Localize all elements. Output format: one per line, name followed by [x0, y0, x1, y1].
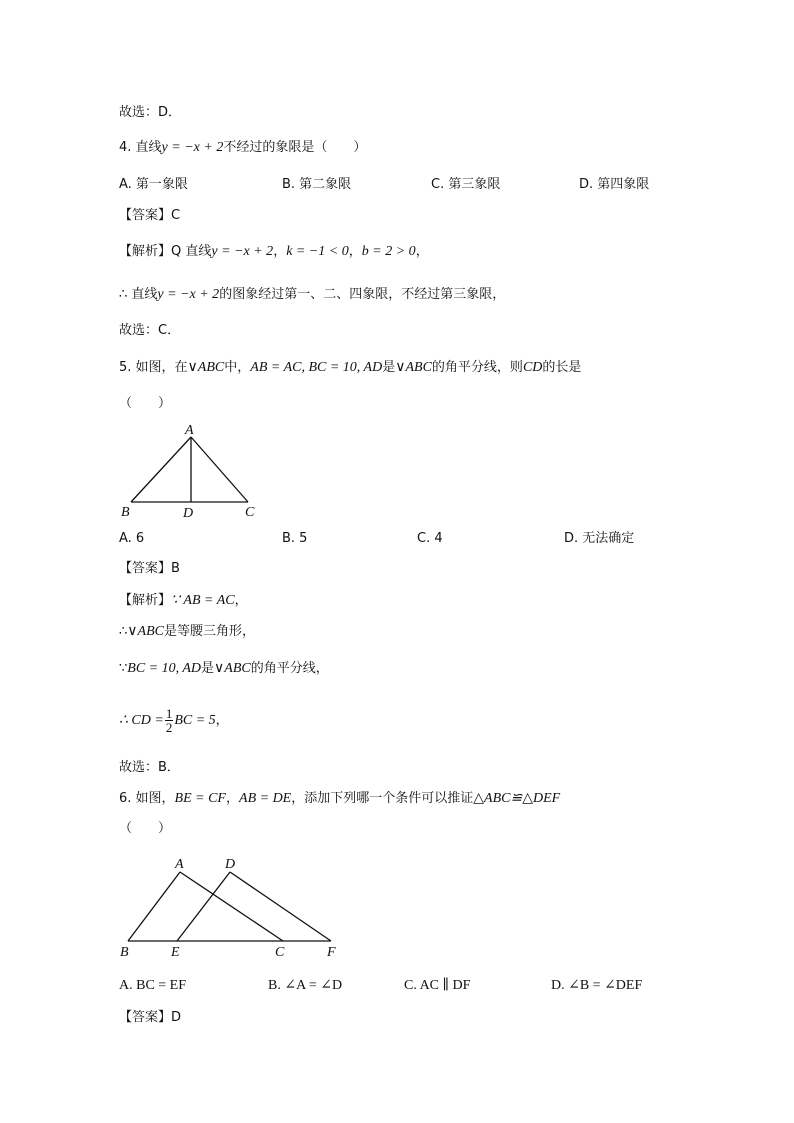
q5-analysis-2: ∴∨ABC是等腰三角形，	[119, 624, 255, 639]
figure-6-two-triangles	[115, 850, 355, 962]
text: 故选：D．	[119, 105, 182, 120]
q6-answer: 【答案】D	[119, 1010, 182, 1025]
q4-pick: 故选：C．	[119, 323, 181, 338]
vertex-label-a: A	[185, 423, 194, 438]
vertex-label-d: D	[225, 857, 236, 872]
figure-5-isosceles-triangle	[115, 418, 275, 524]
q4-answer: 【答案】C	[119, 208, 181, 223]
question-4	[119, 139, 366, 157]
q4-option-a: A. 第一象限	[119, 177, 188, 192]
q5-paren: （ ）	[119, 396, 172, 411]
q5-option-c: C. 4	[417, 531, 443, 546]
q5-option-b: B. 5	[282, 531, 308, 546]
q5-answer: 【答案】B	[119, 561, 180, 576]
q5-pick: 故选：B．	[119, 760, 180, 775]
q4-option-b: B. 第二象限	[282, 177, 352, 192]
q6-paren: （ ）	[119, 821, 172, 836]
q5-option-a: A. 6	[119, 531, 145, 546]
q5-analysis-3: ∵BC = 10, AD是∨ABC的角平分线，	[119, 661, 329, 676]
vertex-label-e: E	[171, 945, 180, 960]
vertex-label-a: A	[175, 857, 184, 872]
q4-option-c: C. 第三象限	[431, 177, 501, 192]
q5-analysis-1: 【解析】∵ AB = AC，	[119, 593, 248, 608]
q6-option-a: A. BC = EF	[119, 978, 187, 993]
question-5: 5. 如图，在∨ABC中，AB = AC, BC = 10, AD是∨ABC的角平分线，则CD的长是	[119, 360, 582, 375]
q6-option-c: C. AC ∥ DF	[404, 978, 471, 993]
question-6: 6. 如图，BE = CF，AB = DE，添加下列哪一个条件可以推证△ABC≌△DEF	[119, 791, 561, 806]
vertex-label-d: D	[183, 506, 194, 521]
q5-analysis-4: ∴ CD = $\frac{1}{2}$ BC = 5，	[119, 706, 229, 735]
fraction-one-half: $\frac{1}{2}$	[165, 706, 173, 735]
vertex-label-f: F	[327, 945, 336, 960]
q6-option-b: B. ∠A = ∠D	[268, 978, 343, 993]
previous-answer-line	[119, 104, 181, 122]
question-number: 4. 直线	[119, 140, 162, 155]
question-text: 不经过的象限是（ ）	[223, 140, 367, 155]
q4-option-d: D. 第四象限	[579, 177, 650, 192]
vertex-label-c: C	[245, 505, 255, 520]
vertex-label-b: B	[121, 505, 130, 520]
vertex-label-c: C	[275, 945, 285, 960]
q4-analysis-1: 【解析】Q 直线y = −x + 2，k = −1 < 0，b = 2 > 0，	[119, 244, 429, 259]
equation: y = −x + 2	[161, 140, 224, 155]
q5-option-d: D. 无法确定	[564, 531, 635, 546]
q4-analysis-2: ∴ 直线y = −x + 2的图象经过第一、二、四象限，不经过第三象限，	[119, 287, 506, 302]
q6-option-d: D. ∠B = ∠DEF	[551, 978, 643, 993]
vertex-label-b: B	[120, 945, 129, 960]
